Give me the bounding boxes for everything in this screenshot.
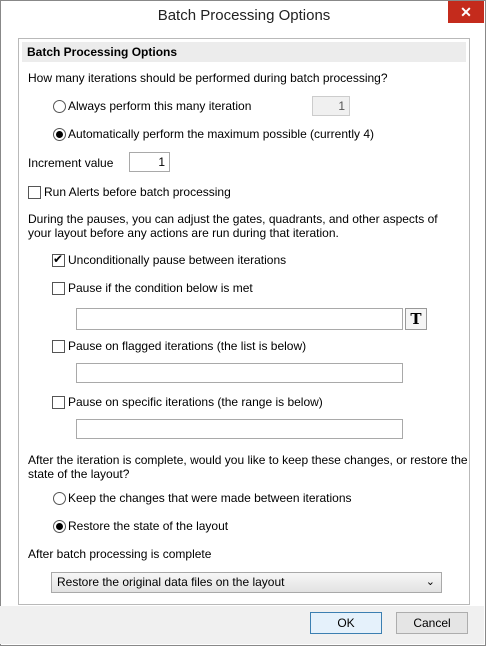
close-button[interactable]	[448, 1, 484, 23]
always-label[interactable]: Always perform this many iteration	[68, 99, 252, 113]
specific-pause-label[interactable]: Pause on specific iterations (the range is below)	[68, 395, 323, 409]
auto-current-count: (currently 4)	[310, 127, 375, 141]
pauses-description-line1: During the pauses, you can adjust the gates, quadrants, and other aspects of	[28, 212, 438, 226]
after-batch-selected-option: Restore the original data files on the layout	[57, 575, 285, 589]
unconditional-pause-label[interactable]: Unconditionally pause between iterations	[68, 253, 287, 267]
pauses-description-line2: your layout before any actions are run during that iteration.	[28, 226, 339, 240]
auto-label[interactable]: Automatically perform the maximum possible	[68, 127, 307, 141]
always-radio[interactable]	[53, 100, 66, 113]
after-iteration-question-line2: state of the layout?	[28, 467, 130, 481]
flagged-pause-label[interactable]: Pause on flagged iterations (the list is below)	[68, 339, 307, 353]
title-bar	[1, 1, 485, 31]
run-alerts-checkbox[interactable]	[28, 186, 41, 199]
close-icon: ✕	[460, 4, 472, 20]
chevron-down-icon: ⌄	[425, 576, 435, 588]
restore-state-radio[interactable]	[53, 520, 66, 533]
text-format-icon: T	[410, 310, 422, 328]
always-count-field[interactable]: 1	[312, 96, 350, 116]
specific-pause-checkbox[interactable]	[52, 396, 65, 409]
condition-pause-label[interactable]: Pause if the condition below is met	[68, 281, 253, 295]
cancel-button[interactable]: Cancel	[396, 612, 468, 634]
condition-builder-button[interactable]	[405, 308, 427, 330]
condition-input[interactable]	[76, 308, 403, 330]
flagged-list-input[interactable]	[76, 363, 403, 383]
after-batch-select[interactable]	[51, 572, 442, 593]
unconditional-pause-checkbox[interactable]	[52, 254, 65, 267]
iterations-question: How many iterations should be performed during batch processing?	[28, 71, 388, 85]
after-iteration-question-line1: After the iteration is complete, would you like to keep these changes, or restore the	[28, 453, 468, 467]
increment-label: Increment value	[28, 156, 114, 170]
specific-range-input[interactable]	[76, 419, 403, 439]
after-batch-label: After batch processing is complete	[28, 547, 212, 561]
auto-radio[interactable]	[53, 128, 66, 141]
ok-button[interactable]: OK	[310, 612, 382, 634]
flagged-pause-checkbox[interactable]	[52, 340, 65, 353]
restore-state-label[interactable]: Restore the state of the layout	[68, 519, 229, 533]
window-title: Batch Processing Options	[157, 7, 331, 24]
condition-pause-checkbox[interactable]	[52, 282, 65, 295]
keep-changes-label[interactable]: Keep the changes that were made between iterations	[68, 491, 352, 505]
section-header: Batch Processing Options	[22, 42, 466, 62]
keep-changes-radio[interactable]	[53, 492, 66, 505]
increment-field[interactable]: 1	[129, 152, 170, 172]
run-alerts-label[interactable]: Run Alerts before batch processing	[44, 185, 231, 199]
